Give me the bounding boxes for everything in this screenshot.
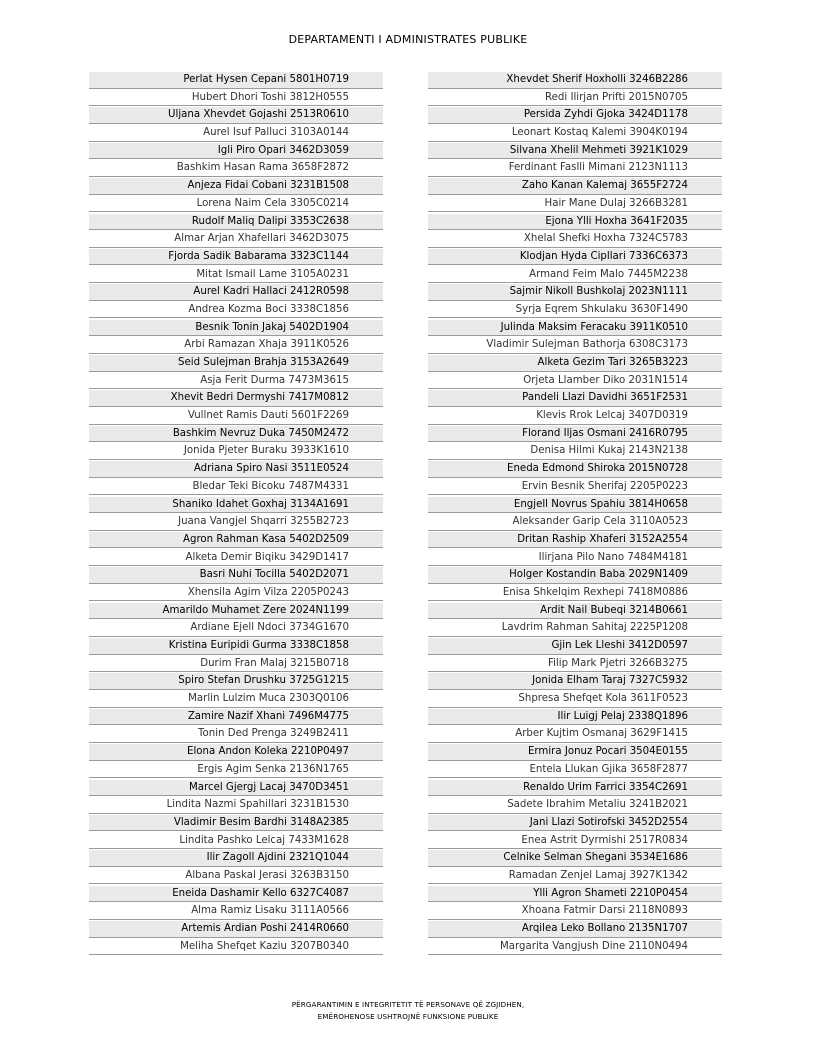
right-name-row: Denisa Hilmi Kukaj 2143N2138	[428, 443, 722, 460]
left-name-row: Igli Piro Opari 3462D3059	[89, 143, 383, 160]
left-name-row: Agron Rahman Kasa 5402D2509	[89, 532, 383, 549]
right-name-row: Entela Llukan Gjika 3658F2877	[428, 762, 722, 779]
right-name-row: Silvana Xhelil Mehmeti 3921K1029	[428, 143, 722, 160]
right-name-row: Celnike Selman Shegani 3534E1686	[428, 850, 722, 867]
left-name-row: Tonin Ded Prenga 3249B2411	[89, 726, 383, 743]
left-name-row: Adriana Spiro Nasi 3511E0524	[89, 461, 383, 478]
left-name-row: Xhevit Bedri Dermyshi 7417M0812	[89, 390, 383, 407]
right-name-row: Klodjan Hyda Cipllari 7336C6373	[428, 249, 722, 266]
right-name-row: Ermira Jonuz Pocari 3504E0155	[428, 744, 722, 761]
right-name-row: Eneda Edmond Shiroka 2015N0728	[428, 461, 722, 478]
right-name-row: Enisa Shkelqim Rexhepi 7418M0886	[428, 585, 722, 602]
right-name-row: Julinda Maksim Feracaku 3911K0510	[428, 320, 722, 337]
left-name-row: Elona Andon Koleka 2210P0497	[89, 744, 383, 761]
document-footer	[0, 999, 816, 1023]
right-name-row: Vladimir Sulejman Bathorja 6308C3173	[428, 337, 722, 354]
right-name-row: Enea Astrit Dyrmishi 2517R0834	[428, 833, 722, 850]
left-name-row: Juana Vangjel Shqarri 3255B2723	[89, 514, 383, 531]
right-name-row: Sajmir Nikoll Bushkolaj 2023N1111	[428, 284, 722, 301]
left-name-row: Amarildo Muhamet Zere 2024N1199	[89, 603, 383, 620]
right-name-row: Hair Mane Dulaj 3266B3281	[428, 196, 722, 213]
right-name-row: Dritan Raship Xhaferi 3152A2554	[428, 532, 722, 549]
right-name-row: Ylli Agron Shameti 2210P0454	[428, 886, 722, 903]
right-name-row: Ardit Nail Bubeqi 3214B0661	[428, 603, 722, 620]
footer-line-2: EMËROHENOSE USHTROJNË FUNKSIONE PUBLIKE	[317, 1012, 499, 1021]
left-name-row: Ergis Agim Senka 2136N1765	[89, 762, 383, 779]
right-name-row: Xhevdet Sherif Hoxholli 3246B2286	[428, 72, 722, 89]
left-name-row: Zamire Nazif Xhani 7496M4775	[89, 709, 383, 726]
left-name-row: Spiro Stefan Drushku 3725G1215	[89, 673, 383, 690]
right-name-row: Ilirjana Pilo Nano 7484M4181	[428, 550, 722, 567]
right-name-row: Filip Mark Pjetri 3266B3275	[428, 656, 722, 673]
right-name-row: Redi Ilirjan Prifti 2015N0705	[428, 90, 722, 107]
right-name-row: Pandeli Llazi Davidhi 3651F2531	[428, 390, 722, 407]
right-name-row: Ervin Besnik Sherifaj 2205P0223	[428, 479, 722, 496]
right-name-row: Florand Iljas Osmani 2416R0795	[428, 426, 722, 443]
right-name-row: Persida Zyhdi Gjoka 3424D1178	[428, 107, 722, 124]
right-name-row: Armand Feim Malo 7445M2238	[428, 267, 722, 284]
left-name-row: Marlin Lulzim Muca 2303Q0106	[89, 691, 383, 708]
left-name-row: Asja Ferit Durma 7473M3615	[89, 373, 383, 390]
left-name-row: Xhensila Agim Vilza 2205P0243	[89, 585, 383, 602]
left-name-row: Perlat Hysen Cepani 5801H0719	[89, 72, 383, 89]
left-name-row: Eneida Dashamir Kello 6327C4087	[89, 886, 383, 903]
left-name-row: Bledar Teki Bicoku 7487M4331	[89, 479, 383, 496]
right-name-row: Shpresa Shefqet Kola 3611F0523	[428, 691, 722, 708]
right-name-row: Orjeta Llamber Diko 2031N1514	[428, 373, 722, 390]
right-name-row: Ramadan Zenjel Lamaj 3927K1342	[428, 868, 722, 885]
right-name-row: Ferdinant Faslli Mimani 2123N1113	[428, 160, 722, 177]
right-name-row: Lavdrim Rahman Sahitaj 2225P1208	[428, 620, 722, 637]
left-name-row: Albana Paskal Jerasi 3263B3150	[89, 868, 383, 885]
left-name-row: Lindita Pashko Lelcaj 7433M1628	[89, 833, 383, 850]
left-name-row: Aurel Isuf Palluci 3103A0144	[89, 125, 383, 142]
left-name-row: Alma Ramiz Lisaku 3111A0566	[89, 903, 383, 920]
left-name-row: Meliha Shefqet Kaziu 3207B0340	[89, 939, 383, 956]
right-name-row: Gjin Lek Lleshi 3412D0597	[428, 638, 722, 655]
right-name-row: Syrja Eqrem Shkulaku 3630F1490	[428, 302, 722, 319]
right-name-row: Engjell Novrus Spahiu 3814H0658	[428, 497, 722, 514]
right-name-row: Holger Kostandin Baba 2029N1409	[428, 567, 722, 584]
left-name-row: Ardiane Ejell Ndoci 3734G1670	[89, 620, 383, 637]
right-name-row: Sadete Ibrahim Metaliu 3241B2021	[428, 797, 722, 814]
right-name-row: Klevis Rrok Lelcaj 3407D0319	[428, 408, 722, 425]
left-name-row: Shaniko Idahet Goxhaj 3134A1691	[89, 497, 383, 514]
right-name-row: Ilir Luigj Pelaj 2338Q1896	[428, 709, 722, 726]
left-name-row: Bashkim Nevruz Duka 7450M2472	[89, 426, 383, 443]
right-name-row: Alketa Gezim Tari 3265B3223	[428, 355, 722, 372]
right-name-row: Renaldo Urim Farrici 3354C2691	[428, 780, 722, 797]
left-name-row: Durim Fran Malaj 3215B0718	[89, 656, 383, 673]
left-name-row: Anjeza Fidai Cobani 3231B1508	[89, 178, 383, 195]
right-name-row: Margarita Vangjush Dine 2110N0494	[428, 939, 722, 956]
right-name-row: Zaho Kanan Kalemaj 3655F2724	[428, 178, 722, 195]
left-name-row: Alketa Demir Biqiku 3429D1417	[89, 550, 383, 567]
left-name-row: Ilir Zagoll Ajdini 2321Q1044	[89, 850, 383, 867]
left-name-row: Artemis Ardian Poshi 2414R0660	[89, 921, 383, 938]
left-name-row: Andrea Kozma Boci 3338C1856	[89, 302, 383, 319]
right-name-column	[428, 72, 722, 956]
left-name-row: Jonida Pjeter Buraku 3933K1610	[89, 443, 383, 460]
right-name-row: Aleksander Garip Cela 3110A0523	[428, 514, 722, 531]
right-name-row: Jonida Elham Taraj 7327C5932	[428, 673, 722, 690]
right-name-row: Xhoana Fatmir Darsi 2118N0893	[428, 903, 722, 920]
left-name-column	[89, 72, 383, 956]
left-name-row: Rudolf Maliq Dalipi 3353C2638	[89, 214, 383, 231]
document-title: DEPARTAMENTI I ADMINISTRATES PUBLIKE	[288, 33, 528, 46]
left-name-row: Bashkim Hasan Rama 3658F2872	[89, 160, 383, 177]
left-name-row: Seid Sulejman Brahja 3153A2649	[89, 355, 383, 372]
left-name-row: Basri Nuhi Tocilla 5402D2071	[89, 567, 383, 584]
left-name-row: Marcel Gjergj Lacaj 3470D3451	[89, 780, 383, 797]
left-name-row: Arbi Ramazan Xhaja 3911K0526	[89, 337, 383, 354]
right-name-row: Ejona Ylli Hoxha 3641F2035	[428, 214, 722, 231]
right-name-row: Arqilea Leko Bollano 2135N1707	[428, 921, 722, 938]
left-name-row: Aurel Kadri Hallaci 2412R0598	[89, 284, 383, 301]
footer-line-1: PËRGARANTIMIN E INTEGRITETIT TË PERSONAVE QË ZGJIDHEN,	[291, 1000, 525, 1009]
left-name-row: Mitat Ismail Lame 3105A0231	[89, 267, 383, 284]
right-name-row: Leonart Kostaq Kalemi 3904K0194	[428, 125, 722, 142]
right-name-row: Arber Kujtim Osmanaj 3629F1415	[428, 726, 722, 743]
left-name-row: Hubert Dhori Toshi 3812H0555	[89, 90, 383, 107]
right-name-row: Jani Llazi Sotirofski 3452D2554	[428, 815, 722, 832]
left-name-row: Vladimir Besim Bardhi 3148A2385	[89, 815, 383, 832]
left-name-row: Kristina Euripidi Gurma 3338C1858	[89, 638, 383, 655]
right-name-row: Xhelal Shefki Hoxha 7324C5783	[428, 231, 722, 248]
left-name-row: Almar Arjan Xhafellari 3462D3075	[89, 231, 383, 248]
left-name-row: Vullnet Ramis Dauti 5601F2269	[89, 408, 383, 425]
left-name-row: Lorena Naim Cela 3305C0214	[89, 196, 383, 213]
left-name-row: Lindita Nazmi Spahillari 3231B1530	[89, 797, 383, 814]
left-name-row: Fjorda Sadik Babarama 3323C1144	[89, 249, 383, 266]
left-name-row: Besnik Tonin Jakaj 5402D1904	[89, 320, 383, 337]
left-name-row: Uljana Xhevdet Gojashi 2513R0610	[89, 107, 383, 124]
